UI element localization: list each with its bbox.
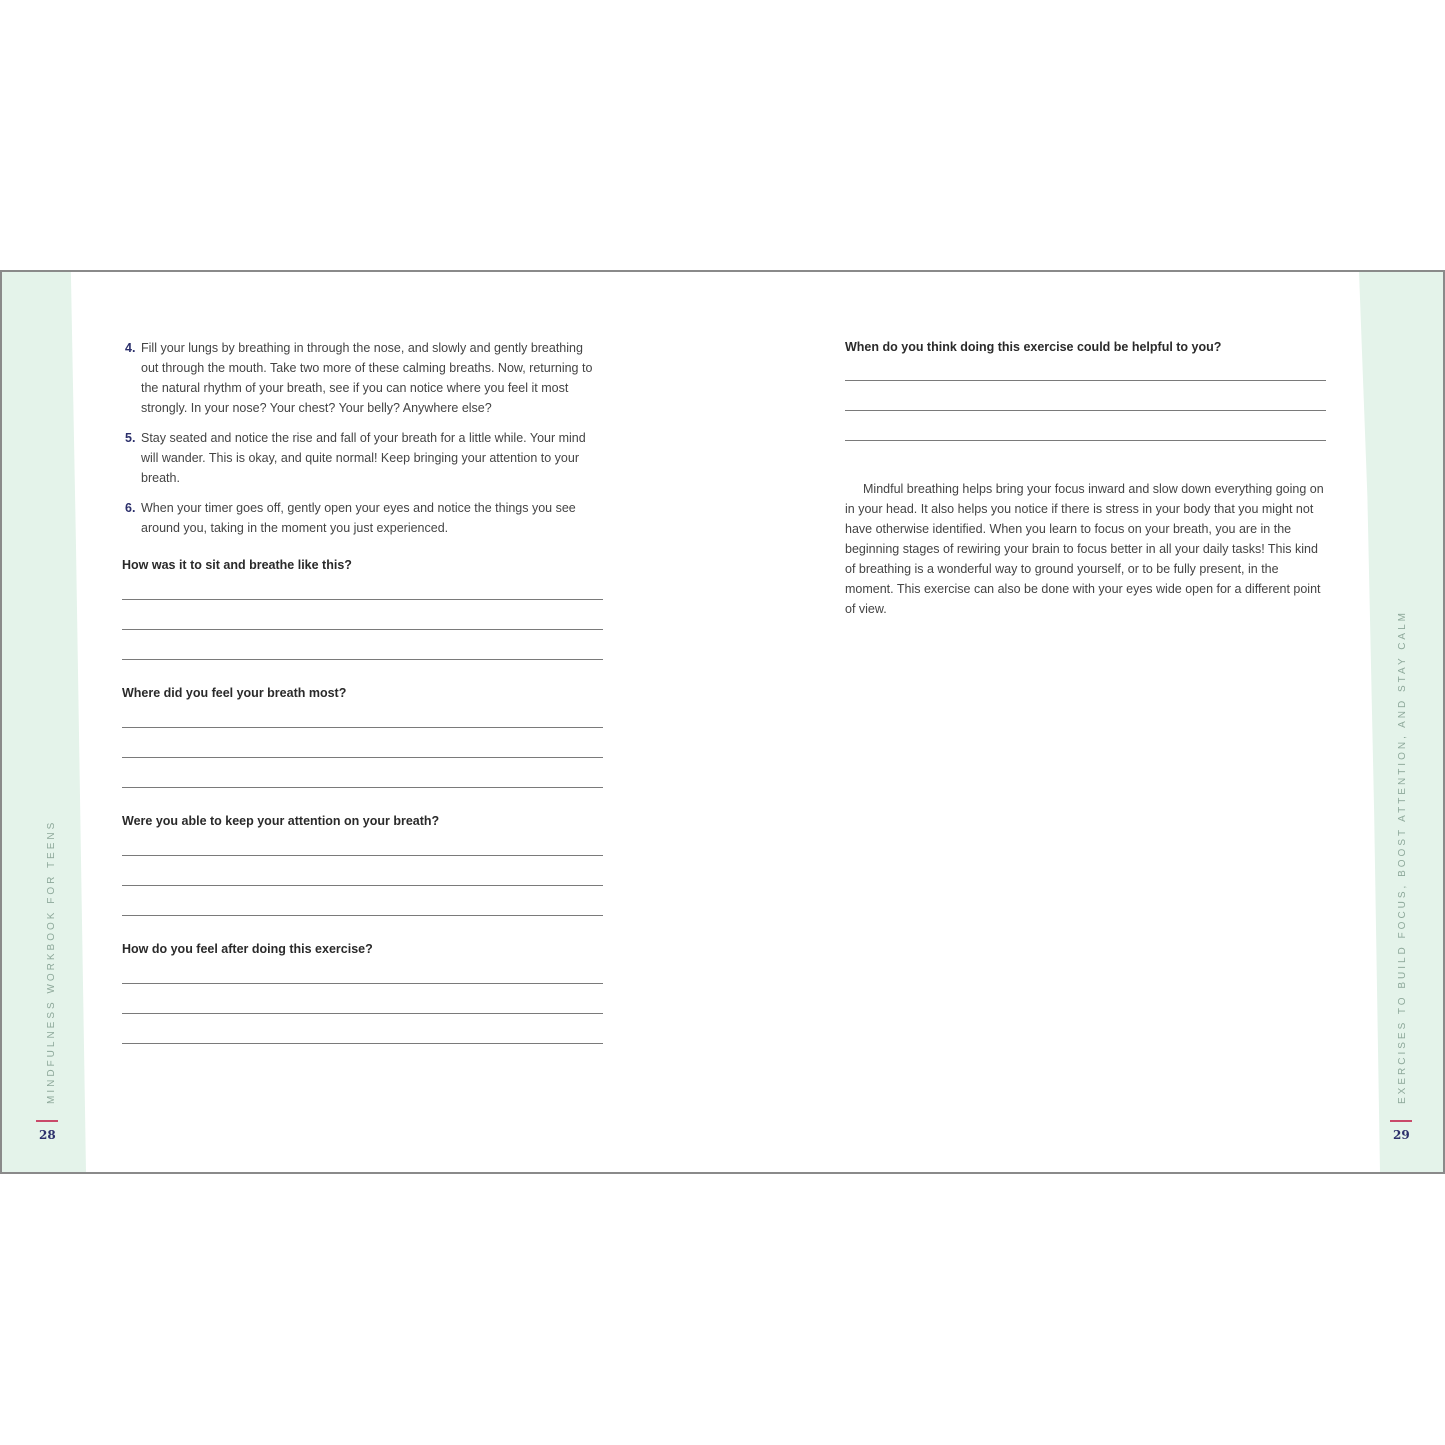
left-page-number-rule [36, 1120, 58, 1122]
step-item [122, 428, 602, 488]
question-sit-and-breathe: How was it to sit and breathe like this? [122, 558, 352, 572]
right-running-title: EXERCISES TO BUILD FOCUS, BOOST ATTENTION, AND STAY CALM [1397, 610, 1408, 1104]
right-page-number-rule [1390, 1120, 1412, 1122]
answer-line[interactable] [845, 380, 1326, 381]
right-page-number: 29 [1393, 1128, 1410, 1142]
mindful-breathing-paragraph: Mindful breathing helps bring your focus inward and slow down everything going on in your head. It also helps you notice if there is stress in your body that you might not have otherwise identified. When you learn to focus on your breath, you are in the beginning stages of rewiring your brain to focus better in all your daily tasks! This kind of breathing is a wonderful way to ground yourself, or to be fully present, in the moment. This exercise can also be done with your eyes wide open for a different point of view. [845, 482, 1324, 616]
answer-line[interactable] [122, 1043, 603, 1044]
answer-line[interactable] [122, 757, 603, 758]
step-number: 6. [125, 501, 136, 515]
question-breath-location: Where did you feel your breath most? [122, 686, 347, 700]
question-feeling-after: How do you feel after doing this exercise? [122, 942, 373, 956]
left-running-title: MINDFULNESS WORKBOOK FOR TEENS [46, 819, 57, 1104]
step-text: When your timer goes off, gently open your eyes and notice the things you see around you, taking in the moment you just experienced. [141, 501, 576, 535]
answer-line[interactable] [122, 787, 603, 788]
answer-line[interactable] [122, 885, 603, 886]
step-text: Stay seated and notice the rise and fall of your breath for a little while. Your mind will wander. This is okay, and quite normal! Keep bringing your attention to your breath. [141, 431, 586, 485]
step-text: Fill your lungs by breathing in through the nose, and slowly and gently breathing out through the mouth. Take two more of these calming breaths. Now, returning to the natural rhythm of your breath, see if you can notice where you feel it most strongly. In your nose? Your chest? Your belly? Anywhere else? [141, 341, 593, 415]
answer-line[interactable] [122, 659, 603, 660]
question-when-helpful: When do you think doing this exercise could be helpful to you? [845, 340, 1222, 354]
answer-line[interactable] [122, 983, 603, 984]
answer-line[interactable] [122, 915, 603, 916]
answer-line[interactable] [122, 727, 603, 728]
step-number: 5. [125, 431, 136, 445]
answer-line[interactable] [122, 855, 603, 856]
answer-line[interactable] [122, 1013, 603, 1014]
step-item [122, 338, 602, 418]
instruction-steps [122, 338, 602, 548]
question-attention: Were you able to keep your attention on your breath? [122, 814, 440, 828]
answer-line[interactable] [122, 629, 603, 630]
left-margin-band [2, 272, 86, 1172]
answer-line[interactable] [122, 599, 603, 600]
answer-line[interactable] [845, 410, 1326, 411]
answer-line[interactable] [845, 440, 1326, 441]
left-page-number: 28 [39, 1128, 56, 1142]
step-number: 4. [125, 341, 136, 355]
book-spread [0, 270, 1445, 1174]
step-item [122, 498, 602, 538]
